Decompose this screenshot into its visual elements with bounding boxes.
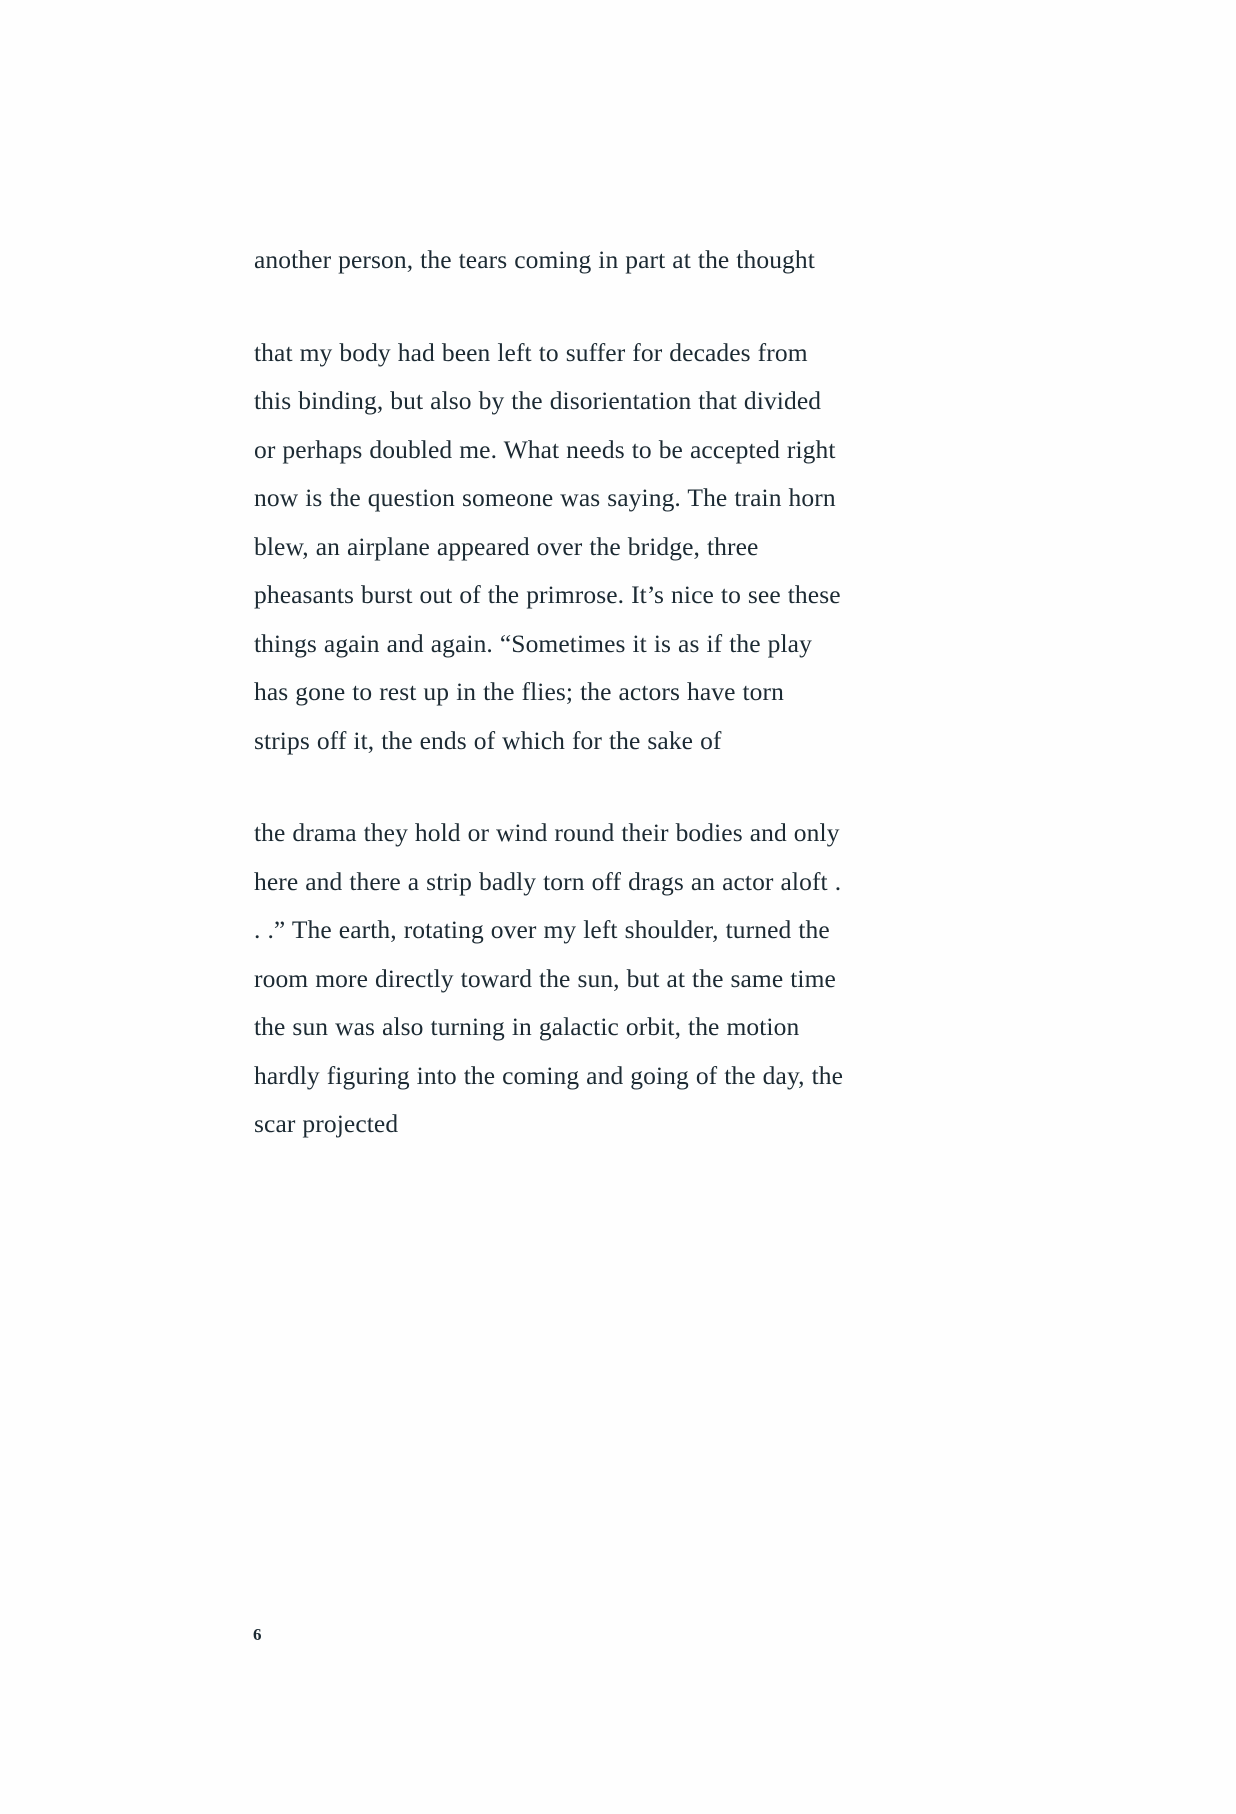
page-number: 6: [253, 1625, 262, 1644]
paragraph: another person, the tears coming in part at the thought: [254, 245, 815, 274]
paragraph: the drama they hold or wind round their bodies and only here and there a strip badly torn off drags an actor aloft . . .” The earth, rotating over my left shoulder, turned the room more directly toward the sun, but at the same time the sun was also turning in galactic orbit, the motion hardly figuring into the coming and going of the day, the scar projected: [254, 818, 844, 1138]
body-text-column: [254, 236, 844, 1149]
paragraph: that my body had been left to suffer for decades from this binding, but also by the disorientation that divided or perhaps doubled me. What needs to be accepted right now is the question someone was saying. The train horn blew, an airplane appeared over the bridge, three pheasants burst out of the primrose. It’s nice to see these things again and again. “Sometimes it is as if the play has gone to rest up in the flies; the actors have torn strips off it, the ends of which for the sake of: [254, 337, 841, 755]
